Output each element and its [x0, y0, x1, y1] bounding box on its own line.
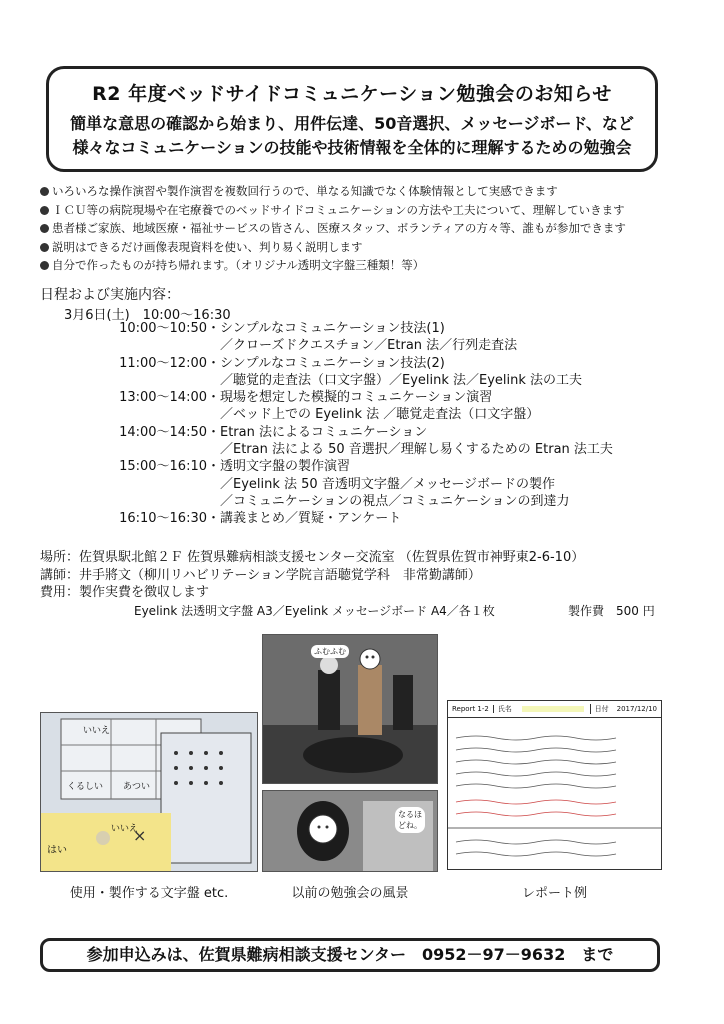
event-info: [40, 549, 680, 602]
feature-item: 患者様ご家族、地域医療・福祉サービスの皆さん、医療スタッフ、ボランティアの方々等、誰もが参加できます: [40, 219, 690, 238]
bullet-icon: [40, 261, 49, 270]
schedule-row: ／ベッド上での Eyelink 法 ／聴覚走査法（口文字盤）: [220, 407, 540, 423]
feature-item: 説明はできるだけ画像表現資料を使い、判り易く説明します: [40, 238, 690, 257]
board-word: いいえ: [83, 726, 111, 736]
feature-list: [40, 182, 690, 275]
report-example: [447, 700, 662, 870]
notice-title: R2 年度ベッドサイドコミュニケーション勉強会のお知らせ: [92, 83, 612, 105]
board-word: くるしい: [67, 782, 104, 792]
handwritten-notes: [448, 718, 661, 870]
speech-bubble: なるほ どね。: [395, 807, 425, 833]
workshop-scene: [263, 635, 438, 784]
fee-text: 費用：製作実費を徴収します: [40, 585, 210, 600]
board-word: いいえ: [111, 824, 139, 834]
feature-item: 自分で作ったものが持ち帰れます。（オリジナル透明文字盤三種類！等）: [40, 256, 690, 275]
svg-text:×: ×: [133, 826, 147, 845]
schedule-row: 15:00～16:10・透明文字盤の製作演習: [119, 459, 351, 475]
schedule-row: ／クローズドクエスチョン／Etran 法／行列走査法: [220, 338, 518, 354]
feature-item: ＩＣＵ等の病院現場や在宅療養でのベッドサイドコミュニケーションの方法や工夫について、理解していきます: [40, 201, 690, 220]
bullet-icon: [40, 243, 49, 252]
kit-text: Eyelink 法透明文字盤 A3／Eyelink メッセージボード A4／各１枚: [134, 604, 495, 618]
photo-letter-boards: [40, 712, 258, 872]
letter-board-illustration: [41, 713, 258, 872]
schedule-row: 14:00～14:50・Etran 法によるコミュニケーション: [119, 424, 428, 440]
schedule-row: 13:00～14:00・現場を想定した模擬的コミュニケーション演習: [119, 390, 493, 406]
schedule-row: ／コミュニケーションの視点／コミュニケーションの到達力: [220, 493, 570, 509]
report-header: Report 1-2 氏名 日付 2017/12/10: [448, 701, 661, 718]
caption-report: レポート例: [521, 886, 587, 901]
notice-subtitle-2: 様々なコミュニケーションの技能や技術情報を全体的に理解するための勉強会: [72, 138, 632, 157]
header-box: [46, 66, 658, 172]
schedule-row: 16:10～16:30・講義まとめ／質疑・アンケート: [119, 511, 402, 527]
speech-bubble: ふむふむ: [311, 645, 349, 658]
caption-workshop: 以前の勉強会の風景: [291, 886, 409, 901]
caption-boards: 使用・製作する文字盤 etc.: [69, 886, 229, 901]
bullet-icon: [40, 224, 49, 233]
board-word: はい: [47, 845, 67, 856]
schedule-date: 3月6日(土) 10:00～16:30: [64, 308, 231, 323]
lecturer-text: 講師：井手將文（柳川リハビリテーション学院言語聴覚学科 非常勤講師）: [40, 567, 481, 583]
feature-item: いろいろな操作演習や製作演習を複数回行うので、単なる知識でなく体験情報として実感できます: [40, 182, 690, 201]
bullet-icon: [40, 206, 49, 215]
kit-price: 製作費 500 円: [568, 604, 655, 618]
bullet-icon: [40, 187, 49, 196]
board-word: あつい: [123, 782, 151, 792]
schedule-row: 11:00～12:00・シンプルなコミュニケーション技法(2): [119, 355, 445, 371]
schedule-heading: 日程および実施内容：: [40, 287, 180, 303]
schedule-row: ／聴覚的走査法（口文字盤）／Eyelink 法／Eyelink 法の工夫: [220, 372, 583, 388]
notice-subtitle-1: 簡単な意思の確認から始まり、用件伝達、50音選択、メッセージボード、など: [70, 114, 634, 133]
venue-text: 場所：佐賀県駅北館２Ｆ 佐賀県難病相談支援センター交流室 （佐賀県佐賀市神野東2-6-10）: [40, 550, 585, 565]
schedule-table: [100, 320, 660, 528]
schedule-row: ／Etran 法による 50 音選択／理解し易くするための Etran 法工夫: [220, 442, 613, 458]
photo-workshop-1: [262, 634, 438, 784]
schedule-row: 10:00～10:50・シンプルなコミュニケーション技法(1): [119, 321, 445, 336]
schedule-row: ／Eyelink 法 50 音透明文字盤／メッセージボードの製作: [220, 476, 556, 492]
photo-workshop-2: [262, 790, 438, 872]
application-footer: 参加申込みは、佐賀県難病相談支援センター 0952－97－9632 まで: [40, 938, 660, 972]
